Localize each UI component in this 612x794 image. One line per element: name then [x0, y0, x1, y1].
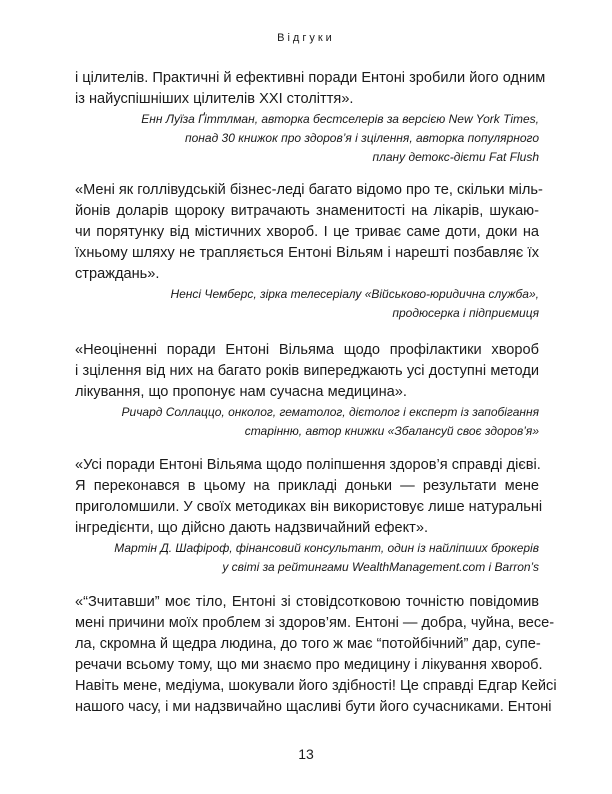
- page-number: 13: [298, 746, 314, 762]
- quote-line: Я переконався в цьому на прикладі доньки — результати мене: [75, 478, 539, 494]
- quote-line: «“Зчитавши” моє тіло, Ентоні зі стовідсотковою точністю повідомив: [75, 594, 539, 610]
- quote-line: мені причини моїх проблем зі здоров’ям. Ентоні — добра, чуйна, весе-: [75, 615, 555, 631]
- quote-line: йонів доларів щороку витрачають знаменитості на лікарів, шукаю-: [75, 203, 539, 219]
- testimonial: [75, 592, 557, 718]
- attribution-line: у світі за рейтингами WealthManagement.com і Barron’s: [222, 560, 539, 574]
- attribution-line: продюсерка і підприємиця: [392, 306, 539, 320]
- attribution-line: понад 30 книжок про здоров’я і зцілення, авторка популярного: [185, 131, 539, 145]
- attribution-line: плану детокс-дієти Fat Flush: [372, 150, 539, 164]
- quote-line: із найуспішніших цілителів XXI століття».: [75, 91, 354, 107]
- quote-line: «Неоціненні поради Ентоні Вільяма щодо профілактики хвороб: [75, 342, 539, 358]
- quote-line: нашого часу, і ми надзвичайно щасливі бути його сучасниками. Ентоні: [75, 699, 552, 715]
- attribution-line: старінню, автор книжки «Збалансуй своє здоров’я»: [244, 424, 539, 438]
- quote-line: ла, скромна й щедра людина, до того ж має “потойбічний” дар, супе-: [75, 636, 541, 652]
- quote-line: «Усі поради Ентоні Вільяма щодо поліпшення здоров’я справді дієві.: [75, 457, 541, 473]
- quote-line: речачи всьому тому, що ми знаємо про медицину і лікування хвороб.: [75, 657, 543, 673]
- attribution-line: Ненсі Чемберс, зірка телесеріалу «Військово-юридична служба»,: [170, 287, 539, 301]
- quote-line: «Мені як голлівудській бізнес-леді багато відомо про те, скільки міль-: [75, 182, 543, 198]
- quote-line: страждань».: [75, 266, 160, 282]
- attribution-line: Ричард Соллаццо, онколог, гематолог, дієтолог і експерт із запобігання: [121, 405, 539, 419]
- quote-line: Навіть мене, медіума, шокували його здібності! Це справді Едгар Кейсі: [75, 678, 557, 694]
- testimonial: [75, 455, 543, 577]
- quote-line: лікування, що пропонує нам сучасна медицина».: [75, 384, 407, 400]
- quote-line: і зцілення від них на багато років випереджають усі доступні методи: [75, 363, 539, 379]
- testimonial: [75, 180, 543, 323]
- attribution-line: Енн Луїза Ґіттлман, авторка бестселерів за версією New York Times,: [141, 112, 539, 126]
- quote-line: інгредієнти, що дійсно дають надзвичайний ефект».: [75, 520, 429, 536]
- quote-line: чи порятунку від містичних хвороб. І це триває саме доти, доки на: [75, 224, 539, 240]
- running-header: Відгуки: [277, 32, 335, 44]
- testimonial: [75, 68, 546, 167]
- attribution-line: Мартін Д. Шафіроф, фінансовий консультант, один із найліпших брокерів: [114, 541, 539, 555]
- quote-line: і цілителів. Практичні й ефективні поради Ентоні зробили його одним: [75, 70, 546, 86]
- quote-line: приголомшили. У своїх методиках він використовує лише натуральні: [75, 499, 543, 515]
- quote-line: їхньому шляху не трапляється Ентоні Вільям і нарешті позбавляє їх: [75, 245, 539, 261]
- testimonial: [75, 340, 539, 441]
